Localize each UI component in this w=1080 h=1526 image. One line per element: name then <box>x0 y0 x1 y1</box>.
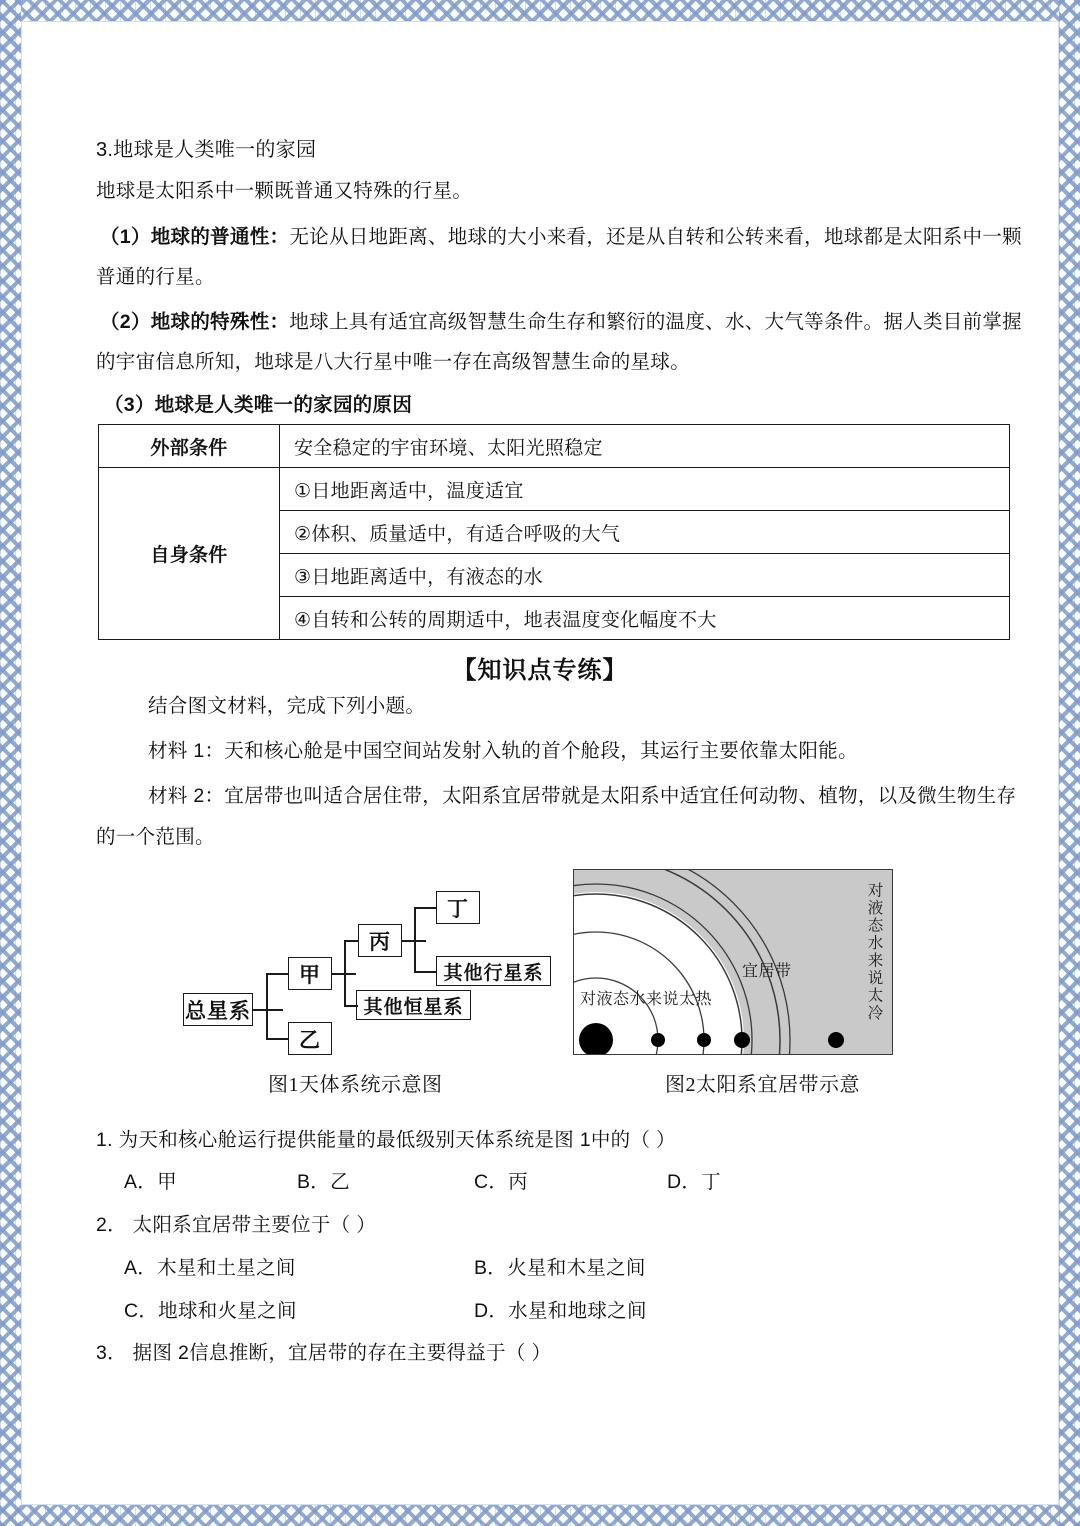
point-2-line-2: 的宇宙信息所知，地球是八大行星中唯一存在高级智慧生命的星球。 <box>96 351 691 373</box>
point-1-line-2: 普通的行星。 <box>96 266 215 288</box>
question-1-option-b[interactable]: B．乙 <box>297 1171 350 1193</box>
planet-body-1 <box>651 1033 665 1047</box>
table-row <box>99 425 1010 468</box>
table-cell-value: ③日地距离适中，有液态的水 <box>280 554 1010 597</box>
table-cell-value: ①日地距离适中，温度适宜 <box>280 468 1010 511</box>
material-2-label: 材料 2： <box>148 785 225 807</box>
question-1-option-a[interactable]: A．甲 <box>124 1171 177 1193</box>
label-habitable-zone: 宜居带 <box>742 963 792 980</box>
question-3-number: 3． <box>96 1342 127 1364</box>
point-1-body: 无论从日地距离、地球的大小来看，还是从自转和公转来看，地球都是太阳系中一颗 <box>289 226 1022 248</box>
figure-2-habitable-zone <box>573 869 893 1055</box>
material-1-label: 材料 1： <box>148 740 225 762</box>
figure-1-caption: 图1天体系统示意图 <box>268 1074 443 1096</box>
tree-edge-to-jia <box>266 973 288 975</box>
tree-edge-spine-1 <box>266 973 268 1039</box>
section-intro: 地球是太阳系中一颗既普通又特殊的行星。 <box>96 180 473 202</box>
tree-edge-to-other-planet-systems <box>414 971 436 973</box>
material-2-line-2: 的一个范围。 <box>96 826 215 848</box>
tree-edge-root-stub <box>253 1009 283 1011</box>
decorative-border-right <box>1059 0 1080 1526</box>
material-1-text: 天和核心舱是中国空间站发射入轨的首个舱段，其运行主要依靠太阳能。 <box>224 740 858 762</box>
question-2-option-c[interactable]: C．地球和火星之间 <box>124 1300 297 1322</box>
practice-section-title: 【知识点专练】 <box>452 657 628 684</box>
tree-node-ding: 丁 <box>436 891 480 924</box>
tree-edge-to-other-star-systems <box>344 1005 358 1007</box>
question-2-text: 太阳系宜居带主要位于（ ） <box>132 1214 376 1236</box>
question-1-stem <box>96 1124 676 1152</box>
table-row-label: 自身条件 <box>99 468 280 640</box>
tree-node-other-planet-systems: 其他行星系 <box>436 956 551 986</box>
question-2-option-d[interactable]: D．水星和地球之间 <box>474 1300 647 1322</box>
section-title: 3.地球是人类唯一的家园 <box>96 139 317 161</box>
question-1-option-d[interactable]: D．丁 <box>667 1171 721 1193</box>
question-2-option-b[interactable]: B．火星和木星之间 <box>474 1257 646 1279</box>
planet-body-2 <box>697 1033 711 1047</box>
point-2-line-1 <box>100 313 1022 333</box>
question-1-number: 1. <box>96 1129 113 1151</box>
point-2-marker: （2） <box>100 311 151 333</box>
figure-2-caption: 图2太阳系宜居带示意 <box>665 1074 860 1096</box>
material-2-text: 宜居带也叫适合居住带，太阳系宜居带就是太阳系中适宜任何动物、植物，以及微生物生存 <box>224 785 1017 807</box>
question-1-option-c[interactable]: C．丙 <box>474 1171 528 1193</box>
tree-edge-to-ding <box>414 907 436 909</box>
tree-edge-spine-2 <box>344 940 346 1005</box>
material-1 <box>148 742 858 762</box>
label-too-hot: 对液态水来说太热 <box>580 991 713 1008</box>
tree-edge-spine-3 <box>414 907 416 971</box>
point-1-term: 地球的普通性： <box>150 226 290 248</box>
table-cell-value: 安全稳定的宇宙环境、太阳光照稳定 <box>280 425 1010 468</box>
figures-row <box>0 862 1080 1102</box>
tree-edge-to-bing <box>344 940 358 942</box>
point-3-heading: （3）地球是人类唯一的家园的原因 <box>104 394 413 416</box>
tree-node-other-star-systems: 其他恒星系 <box>356 990 471 1020</box>
material-2-line-1 <box>148 787 1016 807</box>
point-1-line-1 <box>100 228 1022 248</box>
planet-body-4 <box>828 1032 844 1048</box>
tree-node-root: 总星系 <box>183 993 253 1026</box>
tree-node-bing: 丙 <box>358 924 402 957</box>
table-cell-value: ②体积、质量适中，有适合呼吸的大气 <box>280 511 1010 554</box>
point-2-term: 地球的特殊性： <box>150 311 290 333</box>
habitable-zone-svg <box>574 870 892 1054</box>
question-1-text: 为天和核心舱运行提供能量的最低级别天体系统是图 1中的（ ） <box>118 1129 676 1151</box>
question-2-stem <box>96 1209 376 1237</box>
question-3-stem <box>96 1337 551 1365</box>
question-3-text: 据图 2信息推断，宜居带的存在主要得益于（ ） <box>132 1342 552 1364</box>
practice-instruction: 结合图文材料，完成下列小题。 <box>148 695 426 717</box>
point-1-marker: （1） <box>100 226 151 248</box>
table-row-label: 外部条件 <box>99 425 280 468</box>
tree-edge-to-yi <box>266 1038 288 1040</box>
decorative-border-bottom <box>0 1505 1080 1526</box>
tree-node-jia: 甲 <box>288 957 332 990</box>
conditions-table <box>98 424 1010 640</box>
planet-body-3 <box>734 1032 750 1048</box>
table-cell-value: ④自转和公转的周期适中，地表温度变化幅度不大 <box>280 597 1010 640</box>
question-2-option-a[interactable]: A．木星和土星之间 <box>124 1257 296 1279</box>
label-too-cold: 对液态水来说太冷 <box>865 882 883 1022</box>
point-2-body: 地球上具有适宜高级智慧生命生存和繁衍的温度、水、大气等条件。据人类目前掌握 <box>289 311 1022 333</box>
question-2-number: 2． <box>96 1214 127 1236</box>
decorative-border-top <box>0 0 1080 21</box>
tree-node-yi: 乙 <box>288 1022 332 1055</box>
table-row <box>99 468 1010 511</box>
decorative-border-left <box>0 0 21 1526</box>
